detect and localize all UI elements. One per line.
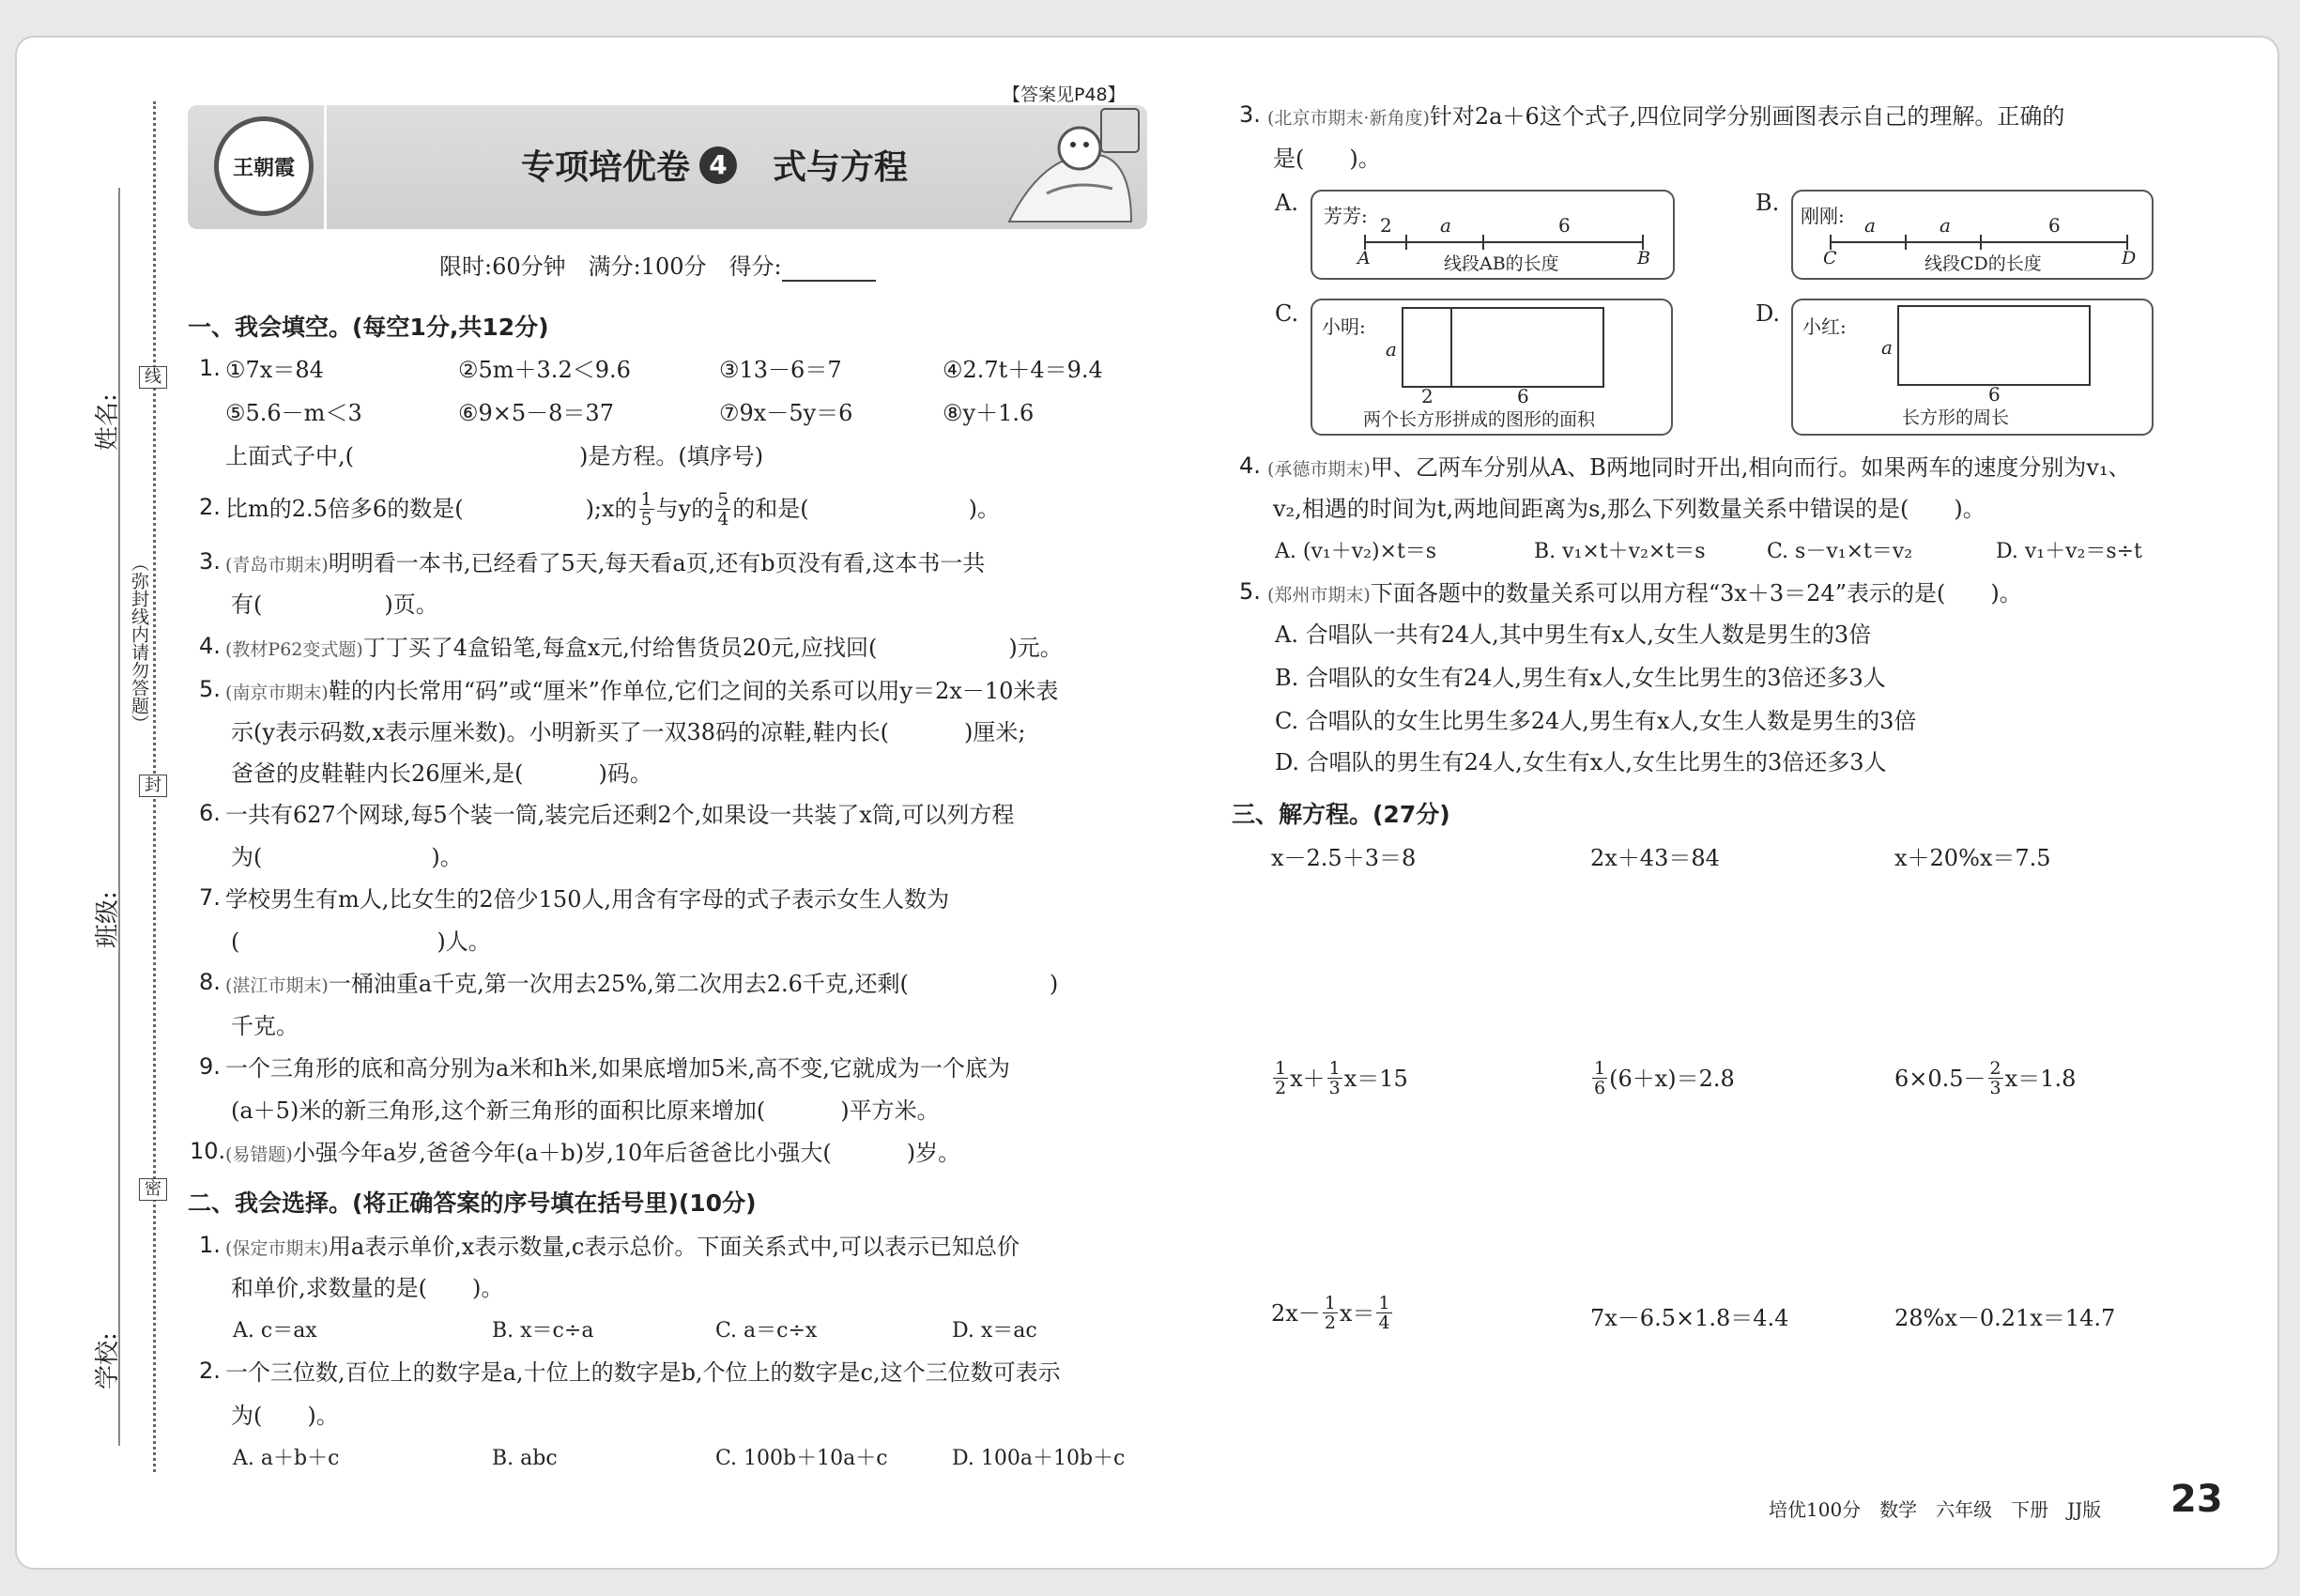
q8-number: 8. (199, 969, 221, 995)
q1-answer-line: 上面式子中,( )是方程。(填序号) (225, 443, 764, 469)
q3-line2: 有( )页。 (231, 591, 438, 618)
q3-line1: (青岛市期末)明明看一本书,已经看了5天,每天看a页,还有b页没有看,这本书一共 (225, 550, 986, 576)
s2q1-option-b[interactable]: B. x＝c÷a (492, 1319, 594, 1343)
q2-number: 2. (199, 494, 221, 520)
q7-line1: 学校男生有m人,比女生的2倍少150人,用含有字母的式子表示女生人数为 (225, 886, 950, 913)
s2q3-number: 3. (1239, 101, 1261, 128)
equation-2: 2x＋43＝84 (1590, 845, 1720, 871)
s2q4-option-c[interactable]: C. s－v₁×t＝v₂ (1767, 540, 1913, 563)
s2q3-letter-d[interactable]: D. (1756, 300, 1781, 327)
s2q4-line1: (承德市期末)甲、乙两车分别从A、B两地同时开出,相向而行。如果两车的速度分别为v₁、 (1267, 454, 2131, 481)
mascot-illustration (990, 90, 1150, 229)
q8-line2: 千克。 (231, 1013, 299, 1039)
q5-number: 5. (199, 676, 221, 702)
s2q2-line2: 为( )。 (231, 1403, 339, 1429)
q7-number: 7. (199, 884, 221, 911)
ganggang-label: 刚刚: (1801, 205, 1845, 227)
s2q2-option-c[interactable]: C. 100b＋10a＋c (715, 1447, 888, 1470)
s2q1-number: 1. (199, 1232, 221, 1258)
q4-line: (教材P62变式题)丁丁买了4盒铅笔,每盒x元,付给售货员20元,应找回( )元。 (225, 635, 1063, 661)
s2q3-letter-b[interactable]: B. (1756, 190, 1780, 216)
q1-item-3: ③13－6＝7 (719, 357, 842, 383)
q10-number: 10. (190, 1138, 226, 1164)
q6-line1: 一共有627个网球,每5个装一筒,装完后还剩2个,如果设一共装了x筒,可以列方程 (225, 802, 1015, 828)
q1-item-1: ①7x＝84 (225, 357, 324, 383)
q5-line3: 爸爸的皮鞋鞋内长26厘米,是( )码。 (231, 760, 652, 787)
school-label: 学校: (94, 1332, 122, 1389)
q8-line1: (湛江市期末)一桶油重a千克,第一次用去25%,第二次用去2.6千克,还剩( ) (225, 971, 1059, 997)
q2-text: 比m的2.5倍多6的数是( );x的 $\frac{1}{5}$ 与y的 $\frac{5}{4}$ 的和是( )。 (225, 488, 1001, 529)
q1-number: 1. (199, 355, 221, 381)
s2q1-line2: 和单价,求数量的是( )。 (231, 1275, 504, 1301)
equation-1: x－2.5＋3＝8 (1271, 845, 1417, 871)
s2q2-option-d[interactable]: D. 100a＋10b＋c (952, 1447, 1126, 1470)
s2q1-option-c[interactable]: C. a＝c÷x (715, 1319, 818, 1343)
q2-fraction-1: $\frac{1}{5}$ (640, 488, 652, 529)
q6-number: 6. (199, 800, 221, 826)
s2q5-number: 5. (1239, 578, 1261, 605)
q1-item-7: ⑦9x－5y＝6 (719, 400, 853, 426)
section3-heading: 三、解方程。(27分) (1232, 801, 1450, 828)
q4-number: 4. (199, 633, 221, 659)
q6-line2: 为( )。 (231, 844, 463, 870)
s2q3-line1: (北京市期末·新角度)针对2a＋6这个式子,四位同学分别画图表示自己的理解。正确的 (1267, 103, 2065, 130)
s2q4-number: 4. (1239, 453, 1261, 479)
equation-8: 7x－6.5×1.8＝4.4 (1590, 1305, 1789, 1331)
s2q3-line2: 是( )。 (1273, 146, 1381, 172)
s2q2-number: 2. (199, 1358, 221, 1384)
s2q5-option-b[interactable]: B. 合唱队的女生有24人,男生有x人,女生比男生的3倍还多3人 (1275, 665, 1886, 691)
xiaohong-label: 小红: (1802, 315, 1847, 338)
q1-item-4: ④2.7t＋4＝9.4 (943, 357, 1103, 383)
equation-3: x＋20%x＝7.5 (1894, 845, 2051, 871)
section2-heading: 二、我会选择。(将正确答案的序号填在括号里)(10分) (188, 1189, 757, 1217)
s2q1-line1: (保定市期末)用a表示单价,x表示数量,c表示总价。下面关系式中,可以表示已知总价 (225, 1234, 1020, 1260)
q7-line2: ( )人。 (231, 928, 491, 955)
q9-number: 9. (199, 1053, 221, 1080)
q3-number: 3. (199, 548, 221, 575)
class-label: 班级: (94, 891, 122, 948)
s2q4-option-d[interactable]: D. v₁＋v₂＝s÷t (1996, 540, 2142, 563)
binding-solid-line (118, 188, 120, 1446)
title-text: 专项培优卷 (521, 148, 691, 187)
equation-4: $\frac{1}{2}$ x＋ $\frac{1}{3}$ x＝15 (1275, 1058, 1408, 1098)
footer-text: 培优100分 数学 六年级 下册 JJ版 (1769, 1498, 2102, 1521)
s2q5-option-d[interactable]: D. 合唱队的男生有24人,女生有x人,女生比男生的3倍还多3人 (1275, 749, 1887, 775)
score-blank[interactable] (782, 259, 876, 282)
binding-notice: （弥封线内请勿答题） (129, 554, 149, 732)
s2q3-option-a-box[interactable]: 芳芳: 2 a 6 A B 线段AB的长度 (1311, 190, 1675, 280)
s2q1-option-d[interactable]: D. x＝ac (952, 1319, 1037, 1343)
name-label: 姓名: (94, 393, 122, 451)
s2q2-option-a[interactable]: A. a＋b＋c (233, 1447, 340, 1470)
q5-line1: (南京市期末)鞋的内长常用“码”或“厘米”作单位,它们之间的关系可以用y＝2x－10米表 (225, 678, 1059, 704)
equation-5: $\frac{1}{6}$ (6＋x)＝2.8 (1594, 1058, 1735, 1098)
s2q3-option-c-box[interactable]: 小明: a 2 6 两个长方形拼成的图形的面积 (1311, 299, 1673, 436)
q1-item-8: ⑧y＋1.6 (943, 400, 1035, 426)
s2q3-letter-a[interactable]: A. (1275, 190, 1298, 216)
s2q4-option-b[interactable]: B. v₁×t＋v₂×t＝s (1534, 540, 1706, 563)
seal-mi-char: 密 (139, 1178, 167, 1201)
q9-line1: 一个三角形的底和高分别为a米和h米,如果底增加5米,高不变,它就成为一个底为 (225, 1055, 1010, 1082)
s2q3-option-d-box[interactable]: 小红: a 6 长方形的周长 (1791, 299, 2154, 436)
q10-line: (易错题)小强今年a岁,爸爸今年(a＋b)岁,10年后爸爸比小强大( )岁。 (225, 1140, 961, 1166)
title-number-badge: 4 (699, 146, 737, 184)
answer-reference: 【答案见P48】 (1003, 84, 1126, 105)
s2q1-option-a[interactable]: A. c＝ax (233, 1319, 317, 1343)
fangfang-label: 芳芳: (1324, 205, 1368, 227)
s2q2-option-b[interactable]: B. abc (492, 1447, 558, 1470)
s2q5-option-c[interactable]: C. 合唱队的女生比男生多24人,男生有x人,女生人数是男生的3倍 (1275, 708, 1917, 734)
page-number: 23 (2170, 1478, 2223, 1521)
logo-badge (214, 116, 314, 216)
s2q4-line2: v₂,相遇的时间为t,两地间距离为s,那么下列数量关系中错误的是( )。 (1273, 496, 1986, 522)
s2q3-letter-c[interactable]: C. (1275, 300, 1299, 327)
equation-9: 28%x－0.21x＝14.7 (1894, 1305, 2116, 1331)
limits-line: 限时:60分钟 满分:100分 得分: (439, 252, 876, 282)
s2q4-option-a[interactable]: A. (v₁＋v₂)×t＝s (1275, 540, 1437, 563)
banner-divider (324, 105, 327, 229)
logo-text: 王朝霞 (232, 155, 295, 180)
q1-item-2: ②5m＋3.2＜9.6 (458, 357, 631, 383)
seal-feng-char: 封 (139, 775, 167, 797)
seal-line-char: 线 (139, 366, 167, 389)
page-title (521, 141, 908, 189)
s2q2-line1: 一个三位数,百位上的数字是a,十位上的数字是b,个位上的数字是c,这个三位数可表示 (225, 1359, 1061, 1386)
s2q3-option-b-box[interactable]: 刚刚: a a 6 C D 线段CD的长度 (1791, 190, 2154, 280)
equation-7: 2x－ $\frac{1}{2}$ x＝ $\frac{1}{4}$ (1271, 1293, 1390, 1333)
equation-6: 6×0.5－ $\frac{2}{3}$ x＝1.8 (1894, 1058, 2077, 1098)
s2q5-line1: (郑州市期末)下面各题中的数量关系可以用方程“3x＋3＝24”表示的是( )。 (1267, 580, 2022, 606)
q1-item-5: ⑤5.6－m＜3 (225, 400, 362, 426)
q5-line2: 示(y表示码数,x表示厘米数)。小明新买了一双38码的凉鞋,鞋内长( )厘米; (231, 719, 1026, 745)
q2-fraction-2: $\frac{5}{4}$ (717, 488, 729, 529)
section1-heading: 一、我会填空。(每空1分,共12分) (188, 314, 549, 341)
q1-item-6: ⑥9×5－8＝37 (458, 400, 614, 426)
q9-line2: (a＋5)米的新三角形,这个新三角形的面积比原来增加( )平方米。 (231, 1097, 940, 1124)
title-subtitle: 式与方程 (773, 148, 909, 187)
xiaoming-label: 小明: (1322, 315, 1366, 338)
s2q5-option-a[interactable]: A. 合唱队一共有24人,其中男生有x人,女生人数是男生的3倍 (1275, 622, 1872, 648)
